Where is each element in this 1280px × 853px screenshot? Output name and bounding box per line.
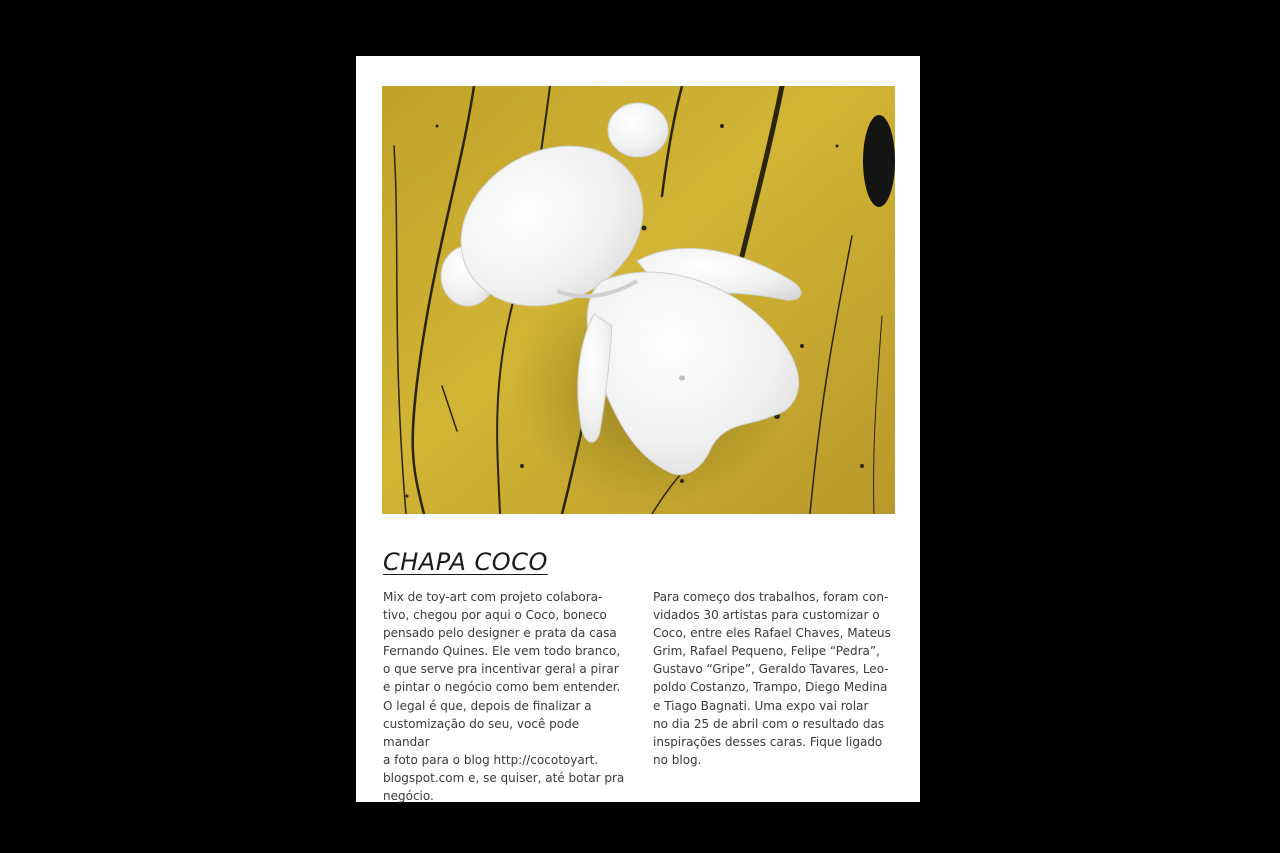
- article-title: CHAPA COCO: [383, 548, 548, 577]
- article-body-column-right: Para começo dos trabalhos, foram con- vidados 30 artistas para customizar o Coco, entre eles Rafael Chaves, Mateus Grim, Rafael Pequeno, Felipe “Pedra”, Gustavo “Gripe”, Geraldo Tavares, Leo- poldo Costanzo, Trampo, Diego Medina e Tiago Bagnati. Uma expo vai rolar no dia 25 de abril com o resultado das inspirações desses caras. Fique ligado no blog.: [653, 590, 891, 767]
- article-body-column-left: Mix de toy-art com projeto colabora- tivo, chegou por aqui o Coco, boneco pensado pelo designer e prata da casa Fernando Quines. Ele vem todo branco, o que serve pra incentivar geral a pirar e pintar o negócio como bem entender. O legal é que, depois de finalizar a customização do seu, você pode mandar a foto para o blog http://cocotoyart. blogspot.com e, se quiser, até botar pra negócio.: [383, 590, 625, 804]
- white-toy-on-yellow-wall-image: [382, 86, 895, 514]
- magazine-page: [356, 56, 920, 802]
- toy-photo: [382, 86, 895, 514]
